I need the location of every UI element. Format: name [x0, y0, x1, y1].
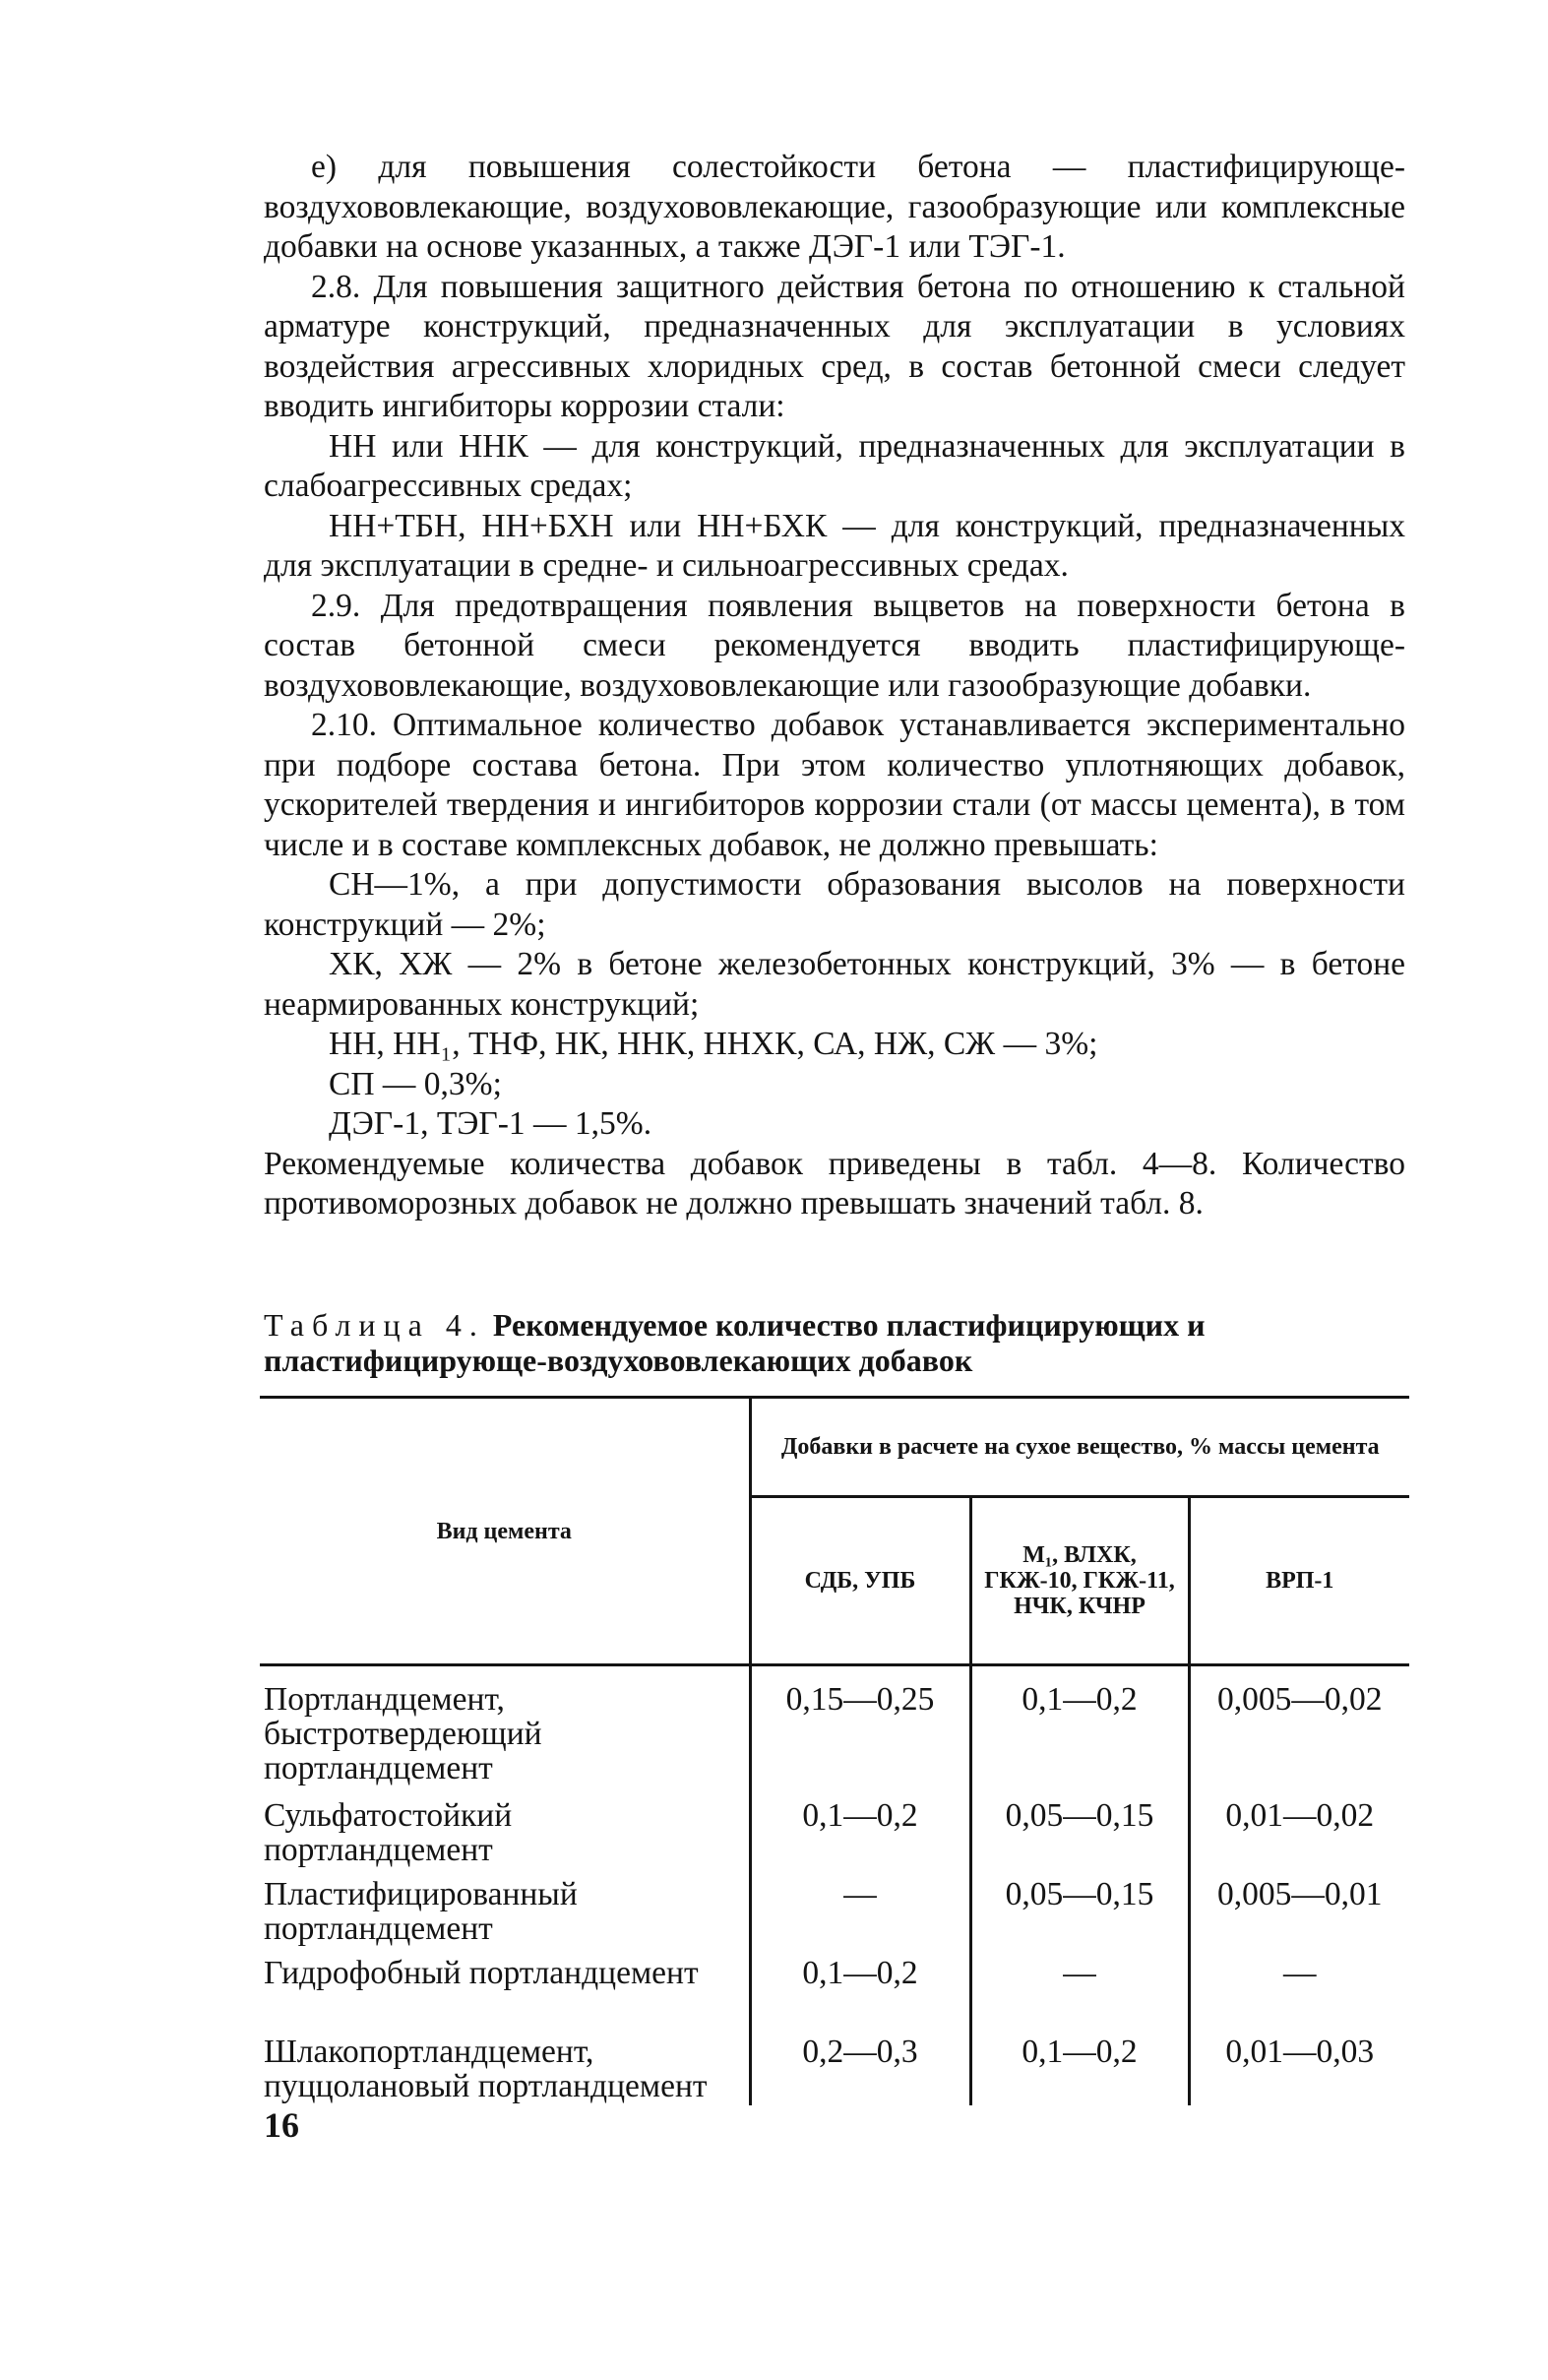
row-name: Пластифицированный портландцемент [260, 1869, 750, 1948]
row-value-1: 0,15—0,25 [750, 1665, 970, 1791]
table-caption-title: Рекомендуемое количество пластифицирующих и пластифицирующе-воздухововлекающих добавок [264, 1307, 1206, 1378]
table-row [260, 1665, 1409, 1791]
row-name: Сульфатостойкий портландцемент [260, 1790, 750, 1869]
limit-item-sn: СН—1%, а при допустимости образования высолов на поверхности конструкций — 2%; [264, 866, 1405, 943]
table-row [260, 1869, 1409, 1948]
body-text [264, 148, 1405, 1224]
table-caption [264, 1307, 1405, 1378]
header-cement-type: Вид цемента [260, 1398, 750, 1665]
row-value-2: 0,05—0,15 [970, 1790, 1189, 1869]
row-value-3: — [1283, 1955, 1317, 1991]
header-m1: М₁, ВЛХК, ГКЖ-10, ГКЖ-11, НЧК, КЧНР [970, 1497, 1189, 1665]
inhibitor-item-2: НН+ТБН, НН+БХН или НН+БХК — для конструкций, предназначенных для эксплуатации в средне- и сильноагрессивных средах. [264, 507, 1405, 584]
table-row [260, 2027, 1409, 2105]
paragraph-recommended: Рекомендуемые количества добавок приведены в табл. 4—8. Количество противоморозных добавок не должно превышать значений табл. 8. [264, 1145, 1405, 1221]
row-value-1: 0,2—0,3 [750, 2027, 970, 2105]
row-value-2: — [970, 1948, 1189, 2027]
limit-item-nn: НН, НН₁, ТНФ, НК, ННК, ННХК, СА, НЖ, СЖ — 3%; [329, 1026, 1098, 1062]
table-header-row-1 [260, 1398, 1409, 1497]
paragraph-2-8: 2.8. Для повышения защитного действия бетона по отношению к стальной арматуре конструкций, предназначенных для эксплуатации в условиях воздействия агрессивных хлоридных сред, в состав бетонной смеси следует вводить ингибиторы коррозии стали: [264, 268, 1405, 424]
table-row [260, 1790, 1409, 1869]
header-vrp: ВРП-1 [1189, 1497, 1409, 1665]
row-name: Шлакопортландцемент, пуццолановый портландцемент [260, 2027, 750, 2105]
row-value-2: 0,1—0,2 [970, 1665, 1189, 1791]
row-value-3: 0,01—0,02 [1225, 1797, 1375, 1834]
paragraph-2-9: 2.9. Для предотвращения появления выцветов на поверхности бетона в состав бетонной смеси рекомендуется вводить пластифицирующе-воздухововлекающие, воздухововлекающие или газообразующие добавки. [264, 587, 1405, 704]
row-value-1: 0,1—0,2 [750, 1790, 970, 1869]
row-value-1: — [750, 1869, 970, 1948]
row-value-1: 0,1—0,2 [750, 1948, 970, 2027]
limit-item-deg: ДЭГ-1, ТЭГ-1 — 1,5%. [329, 1105, 652, 1142]
row-name: Гидрофобный портландцемент [260, 1948, 750, 2027]
header-additives-group: Добавки в расчете на сухое вещество, % массы цемента [750, 1398, 1409, 1497]
paragraph-2-10: 2.10. Оптимальное количество добавок устанавливается экспериментально при подборе состава бетона. При этом количество уплотняющих добавок, ускорителей твердения и ингибиторов коррозии стали (от массы цемента), в том числе и в составе комплексных добавок, не должно превышать: [264, 707, 1405, 863]
additives-table [260, 1396, 1409, 2105]
limit-item-sp: СП — 0,3%; [329, 1065, 502, 1102]
table-row [260, 1948, 1409, 2027]
row-value-3: 0,005—0,02 [1217, 1681, 1383, 1718]
row-value-3: 0,005—0,01 [1217, 1876, 1383, 1912]
page-number: 16 [264, 2105, 299, 2145]
header-sdb: СДБ, УПБ [750, 1497, 970, 1665]
row-value-2: 0,1—0,2 [970, 2027, 1189, 2105]
row-value-2: 0,05—0,15 [970, 1869, 1189, 1948]
row-value-3: 0,01—0,03 [1225, 2034, 1375, 2070]
paragraph-e: е) для повышения солестойкости бетона — пластифицирующе-воздухововлекающие, воздухововлекающие, газообразующие или комплексные добавки на основе указанных, а также ДЭГ-1 или ТЭГ-1. [264, 149, 1405, 265]
row-name: Портландцемент, быстротвердеющий портландцемент [260, 1665, 750, 1791]
inhibitor-item-1: НН или ННК — для конструкций, предназначенных для эксплуатации в слабоагрессивных средах; [264, 427, 1405, 504]
limit-item-hk: ХК, ХЖ — 2% в бетоне железобетонных конструкций, 3% — в бетоне неармированных конструкций; [264, 946, 1405, 1023]
table-caption-label: Таблица 4. [264, 1307, 485, 1343]
